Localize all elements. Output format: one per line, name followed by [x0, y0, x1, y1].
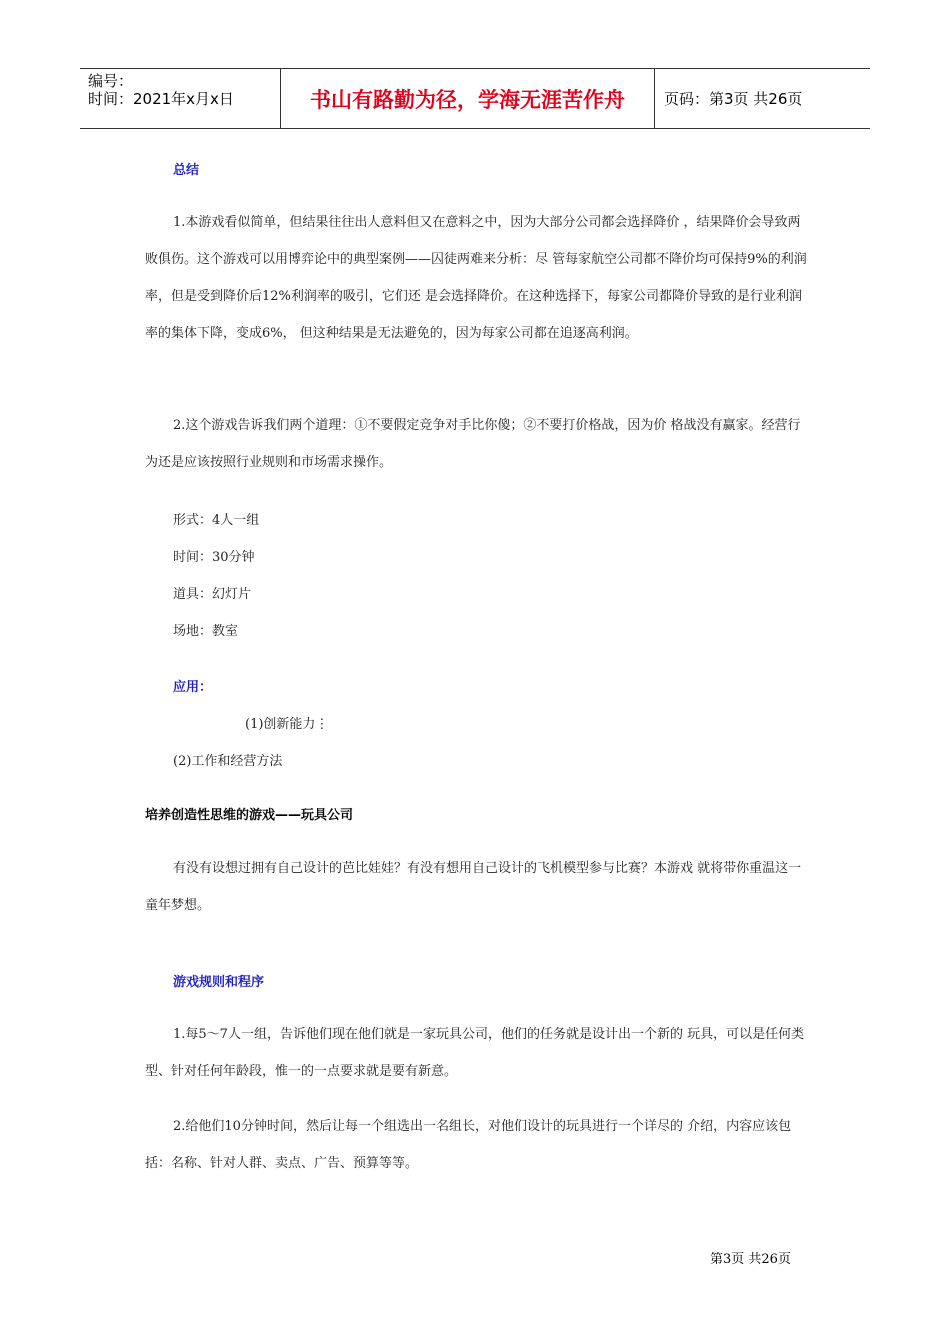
- summary-text-1: 1.本游戏看似简单，但结果往往出人意料但又在意料之中，因为大部分公司都会选择降价 ，结果降价会导致两败俱伤。这个游戏可以用博弈论中的典型案例——囚徒两难来分析：尽 管每家航空公司都不降价均可保持9%的利润率，但是受到降价后12%利润率的吸引，它们还 是会选择降价。在这种选择下，每家公司都降价导致的是行业利润率的集体下降，变成6%， 但这种结果是无法避免的，因为每家公司都在追逐高利润。: [145, 215, 807, 341]
- document-header: [80, 68, 870, 129]
- header-motto: 书山有路勤为径，学海无涯苦作舟: [281, 69, 655, 128]
- rules-heading: 游戏规则和程序: [173, 975, 265, 990]
- form-line: 形式：4人一组: [173, 513, 260, 528]
- rule-2-text: 2.给他们10分钟时间，然后让每一个组选出一名组长，对他们设计的玩具进行一个详尽的 介绍，内容应该包括：名称、针对人群、卖点、广告、预算等等。: [145, 1119, 792, 1171]
- application-item-1: (1)创新能力⋮: [245, 717, 329, 732]
- summary-heading: 总结: [173, 163, 200, 178]
- page-footer: 第3页 共26页: [710, 1252, 791, 1267]
- application-heading: 应用：: [173, 680, 213, 695]
- header-meta: [80, 69, 281, 128]
- game-intro-text: 有没有设想过拥有自己设计的芭比娃娃？有没有想用自己设计的飞机模型参与比赛？本游戏 就将带你重温这一童年梦想。: [145, 861, 802, 913]
- date-label: 时间：2021年x月x日: [88, 90, 234, 108]
- rule-1-text: 1.每5～7人一组，告诉他们现在他们就是一家玩具公司，他们的任务就是设计出一个新的 玩具，可以是任何类型、针对任何年龄段，惟一的一点要求就是要有新意。: [145, 1027, 805, 1079]
- application-item-2: (2)工作和经营方法: [173, 754, 283, 769]
- header-page-info: 页码：第3页 共26页: [664, 90, 803, 108]
- props-line: 道具：幻灯片: [173, 587, 252, 602]
- summary-paragraph-2: [145, 407, 810, 481]
- game-title: 培养创造性思维的游戏——玩具公司: [145, 808, 354, 823]
- venue-line: 场地：教室: [173, 624, 239, 639]
- number-label: 编号：: [88, 72, 134, 90]
- rule-2-paragraph: [145, 1108, 810, 1182]
- time-line: 时间：30分钟: [173, 550, 255, 565]
- summary-paragraph-1: [145, 204, 810, 352]
- game-intro-paragraph: [145, 850, 810, 924]
- rule-1-paragraph: [145, 1016, 810, 1090]
- summary-text-2: 2.这个游戏告诉我们两个道理：①不要假定竞争对手比你傻；②不要打价格战，因为价 格战没有赢家。经营行为还是应该按照行业规则和市场需求操作。: [145, 418, 801, 470]
